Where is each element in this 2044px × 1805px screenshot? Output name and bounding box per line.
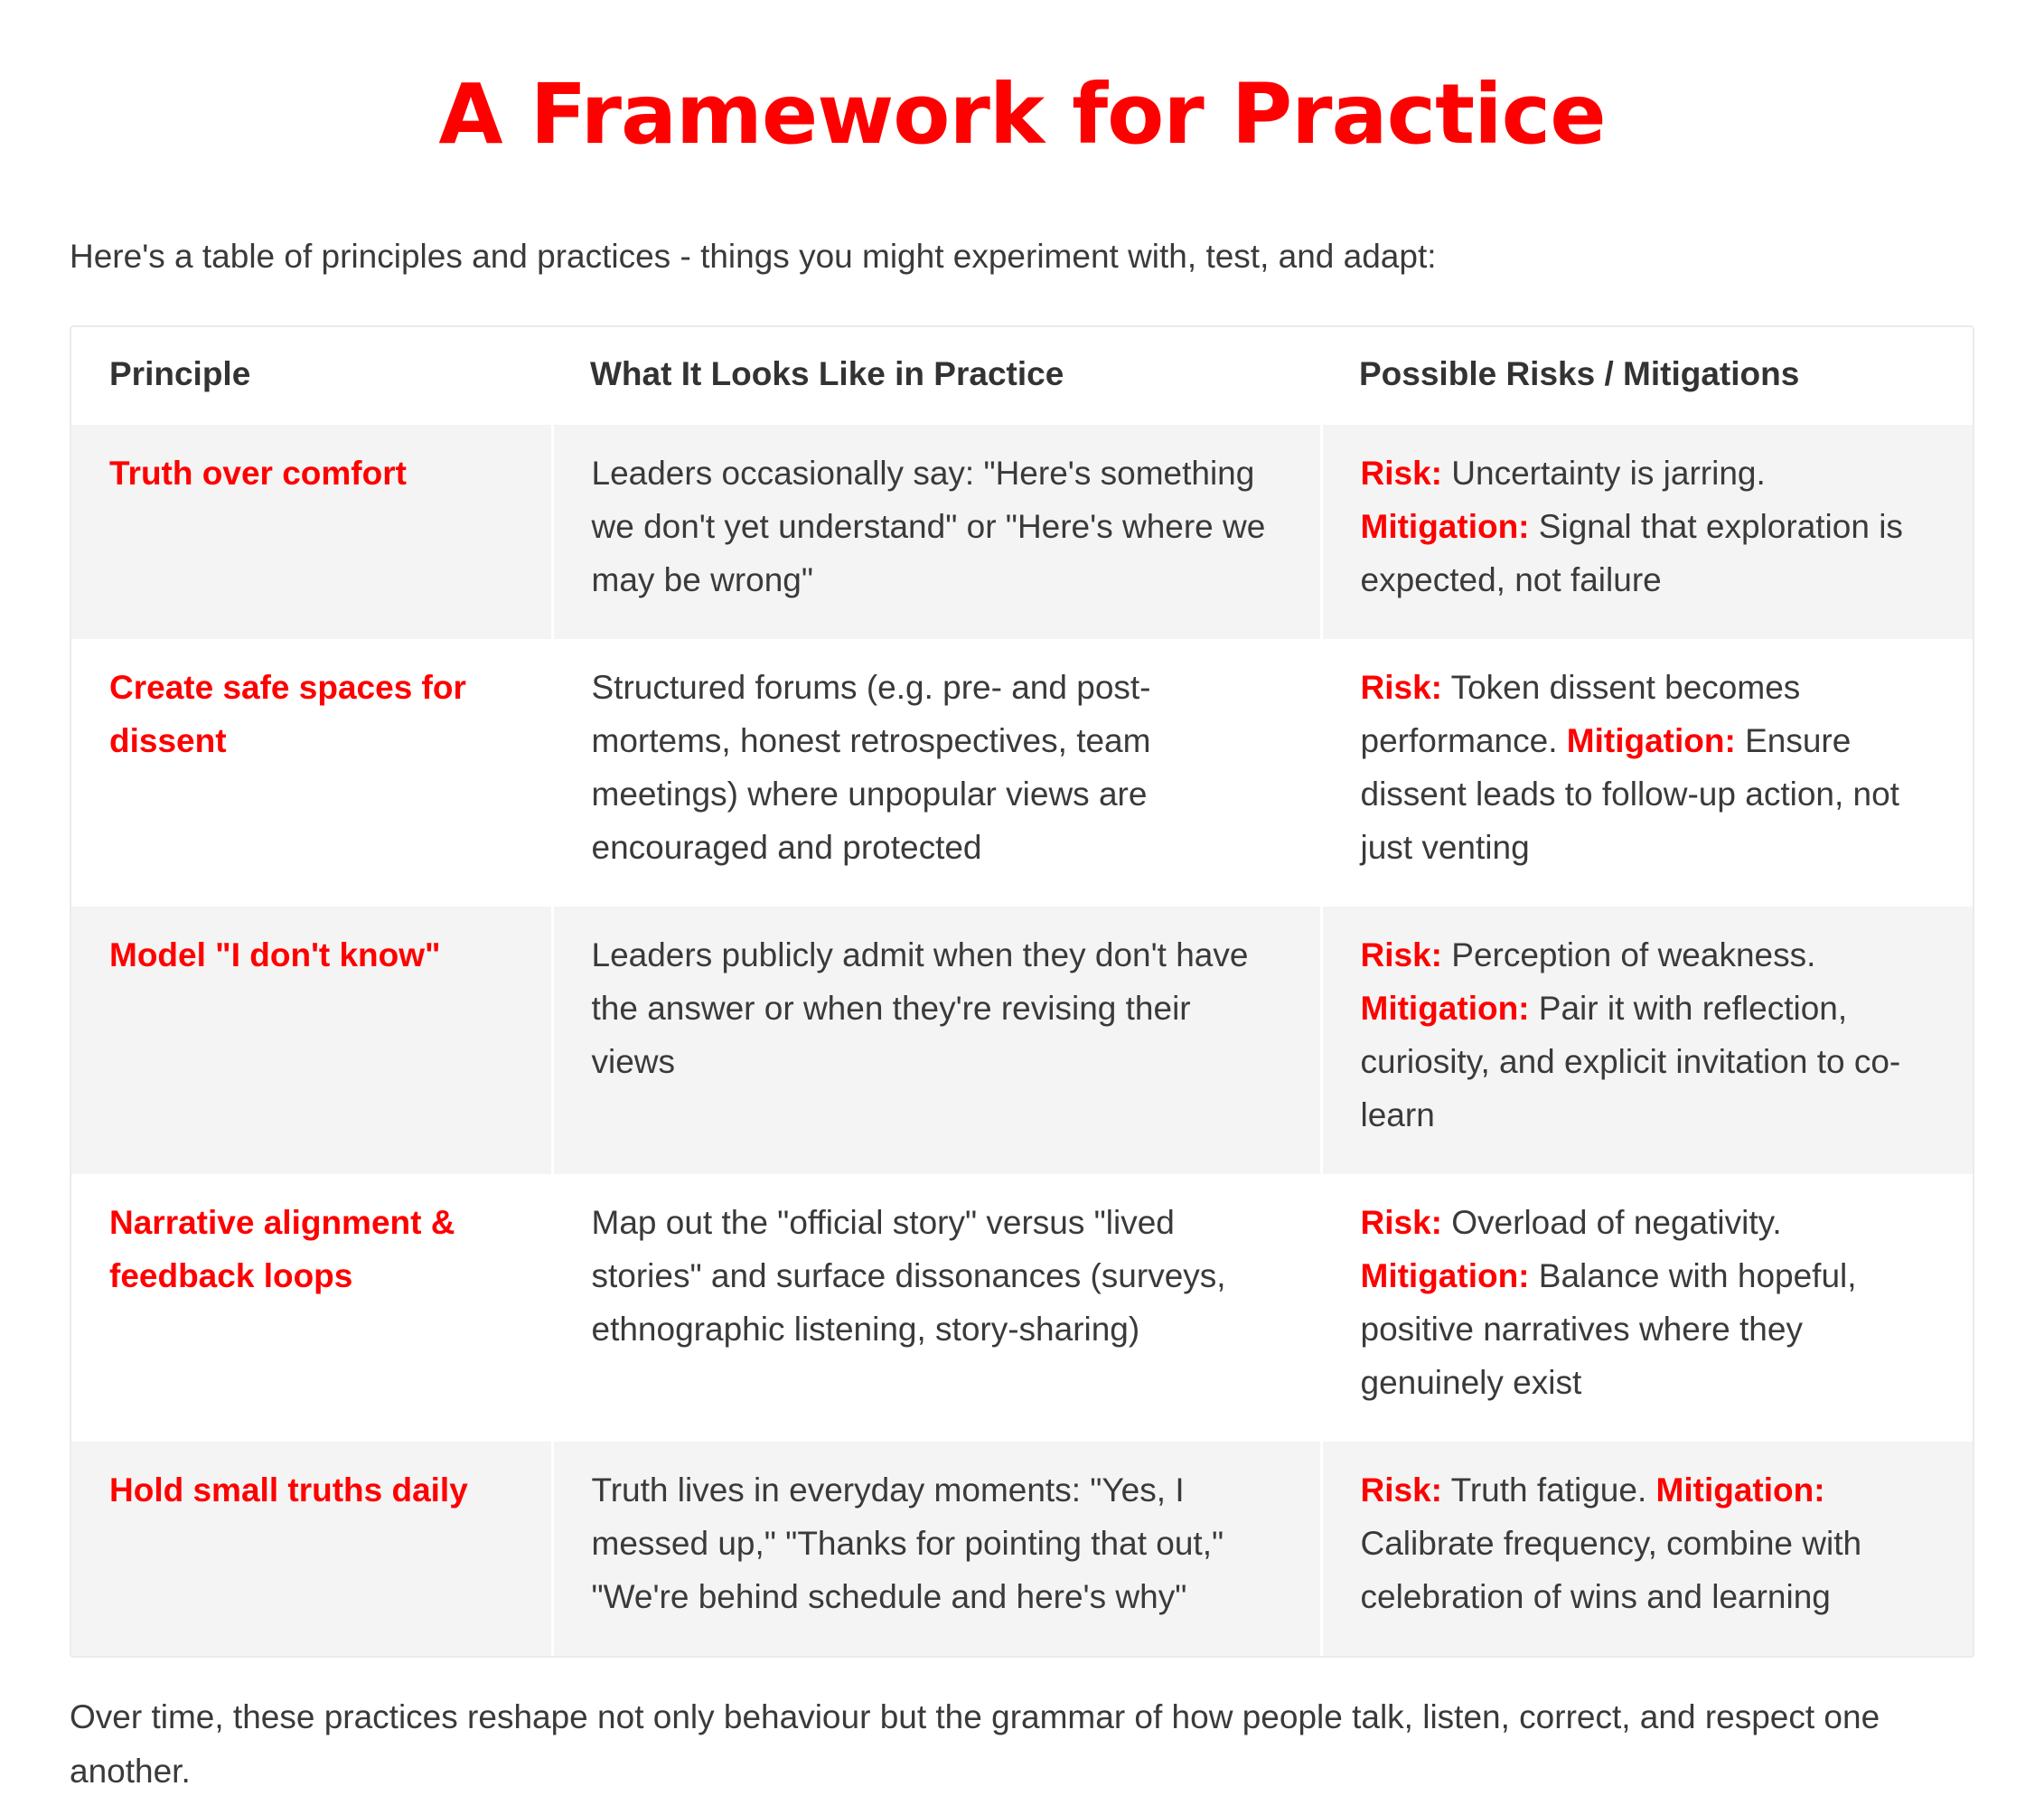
risk-text: Token dissent becomes performance.: [1360, 669, 1801, 759]
intro-paragraph: Here's a table of principles and practices - things you might experiment with, test, and adapt:: [70, 238, 1437, 275]
risk-label: Risk:: [1360, 669, 1442, 706]
principle-name: Model "I don't know": [109, 936, 441, 973]
principle-name: Create safe spaces for dissent: [109, 669, 466, 759]
mitigation-label: Mitigation:: [1566, 722, 1736, 759]
header-risks: Possible Risks / Mitigations: [1321, 327, 1973, 425]
mitigation-label: Mitigation:: [1360, 508, 1530, 545]
risk-label: Risk:: [1360, 1471, 1442, 1509]
principle-cell: [71, 425, 552, 639]
risk-text: Uncertainty is jarring.: [1451, 455, 1766, 492]
risk-cell: [1321, 1174, 1973, 1442]
practice-cell: Map out the "official story" versus "lived stories" and surface dissonances (surveys, ethnographic listening, story-sharing): [552, 1174, 1321, 1442]
principle-cell: [71, 639, 552, 907]
table-row: [71, 425, 1973, 639]
table-row: [71, 639, 1973, 907]
practice-cell: Truth lives in everyday moments: "Yes, I messed up," "Thanks for pointing that out," "We're behind schedule and here's why": [552, 1442, 1321, 1656]
principle-name: Truth over comfort: [109, 455, 407, 492]
table-row: [71, 1174, 1973, 1442]
principle-cell: [71, 1442, 552, 1656]
risk-text: Perception of weakness.: [1451, 936, 1816, 973]
practice-cell: Structured forums (e.g. pre- and post-mortems, honest retrospectives, team meetings) where unpopular views are encouraged and protected: [552, 639, 1321, 907]
framework-table-container: [70, 325, 1974, 1658]
risk-text: Overload of negativity.: [1451, 1204, 1782, 1241]
risk-label: Risk:: [1360, 936, 1442, 973]
mitigation-label: Mitigation:: [1360, 1257, 1530, 1294]
mitigation-text: Pair it with reflection, curiosity, and explicit invitation to co-learn: [1360, 990, 1901, 1133]
risk-cell: [1321, 1442, 1973, 1656]
table-row: [71, 907, 1973, 1174]
header-practice: What It Looks Like in Practice: [552, 327, 1321, 425]
outro-paragraph: Over time, these practices reshape not only behaviour but the grammar of how people talk, listen, correct, and respect one another.: [70, 1698, 1880, 1790]
risk-text: Truth fatigue.: [1450, 1471, 1647, 1509]
mitigation-text: Balance with hopeful, positive narratives where they genuinely exist: [1360, 1257, 1857, 1401]
principle-name: Hold small truths daily: [109, 1471, 468, 1509]
risk-label: Risk:: [1360, 1204, 1442, 1241]
framework-table: [71, 327, 1973, 1656]
page-title: A Framework for Practice: [438, 66, 1606, 163]
table-header-row: [71, 327, 1973, 425]
principle-name: Narrative alignment & feedback loops: [109, 1204, 455, 1294]
mitigation-label: Mitigation:: [1655, 1471, 1825, 1509]
mitigation-text: Ensure dissent leads to follow-up action, not just venting: [1360, 722, 1899, 866]
header-principle: Principle: [71, 327, 552, 425]
risk-cell: [1321, 425, 1973, 639]
risk-cell: [1321, 639, 1973, 907]
risk-label: Risk:: [1360, 455, 1442, 492]
mitigation-text: Signal that exploration is expected, not failure: [1360, 508, 1903, 598]
mitigation-text: Calibrate frequency, combine with celebration of wins and learning: [1360, 1525, 1862, 1615]
principle-cell: [71, 1174, 552, 1442]
principle-cell: [71, 907, 552, 1174]
practice-cell: Leaders occasionally say: "Here's something we don't yet understand" or "Here's where we may be wrong": [552, 425, 1321, 639]
practice-cell: Leaders publicly admit when they don't have the answer or when they're revising their views: [552, 907, 1321, 1174]
mitigation-label: Mitigation:: [1360, 990, 1530, 1027]
risk-cell: [1321, 907, 1973, 1174]
table-row: [71, 1442, 1973, 1656]
